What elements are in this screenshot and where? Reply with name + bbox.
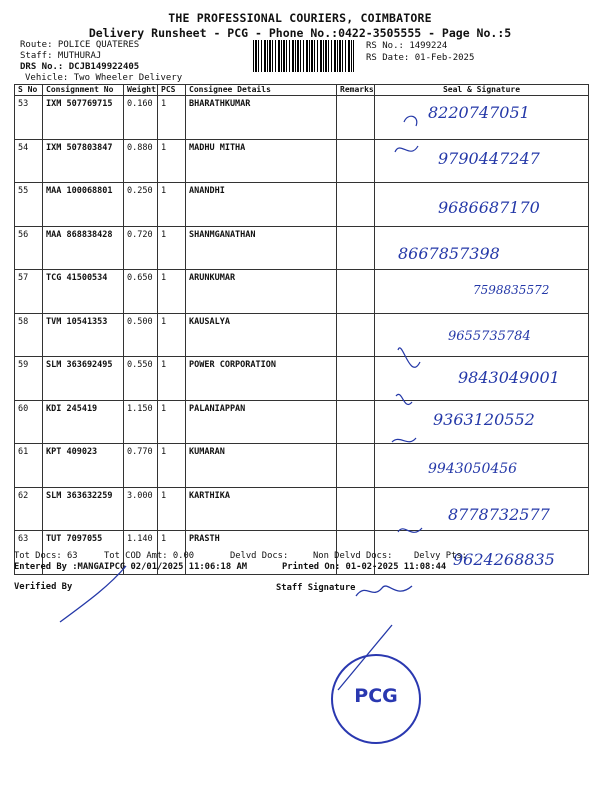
- stamp-text: PCG: [354, 685, 398, 707]
- recipient-signatures: [392, 116, 422, 532]
- total-cod-amount: Tot COD Amt: 0.00: [104, 551, 195, 561]
- col-weight: Weight: [124, 85, 158, 96]
- consignee-cell: KAUSALYA: [186, 313, 337, 357]
- consignee-cell: MADHU MITHA: [186, 139, 337, 183]
- consignment-cell: IXM 507803847: [43, 139, 124, 183]
- sno-cell: 63: [15, 531, 43, 575]
- consignee-cell: BHARATHKUMAR: [186, 96, 337, 140]
- delivered-docs: Delvd Docs:: [230, 551, 289, 561]
- consignee-cell: ARUNKUMAR: [186, 270, 337, 314]
- handwritten-phone: 9363120552: [433, 409, 535, 429]
- consignment-cell: TCG 41500534: [43, 270, 124, 314]
- consignment-cell: SLM 363632259: [43, 487, 124, 531]
- pcs-cell: 1: [158, 400, 186, 444]
- route-label: Route: POLICE QUATERES: [20, 40, 140, 50]
- weight-cell: 3.000: [124, 487, 158, 531]
- handwritten-phone: 8667857398: [398, 243, 500, 263]
- handwritten-phone: 9655735784: [448, 328, 531, 344]
- consignee-cell: POWER CORPORATION: [186, 357, 337, 401]
- handwritten-phone: 8778732577: [448, 504, 550, 524]
- pcs-cell: 1: [158, 226, 186, 270]
- consignment-cell: TUT 7097055: [43, 531, 124, 575]
- handwritten-phone: 7598835572: [473, 283, 550, 297]
- weight-cell: 0.550: [124, 357, 158, 401]
- handwritten-phone: 9624268835: [453, 550, 555, 569]
- sno-cell: 54: [15, 139, 43, 183]
- handwritten-phone: 9843049001: [458, 368, 560, 387]
- entered-by: Entered By :MANGAIPCG 02/01/2025 11:06:18 AM: [14, 562, 248, 572]
- consignee-cell: KARTHIKA: [186, 487, 337, 531]
- rs-date: RS Date: 01-Feb-2025: [366, 53, 475, 63]
- drs-label: DRS No.: DCJB149922405: [20, 62, 140, 72]
- pcs-cell: 1: [158, 96, 186, 140]
- handwritten-phone: 8220747051: [428, 103, 530, 122]
- sno-cell: 61: [15, 444, 43, 488]
- sno-cell: 58: [15, 313, 43, 357]
- weight-cell: 0.720: [124, 226, 158, 270]
- consignment-cell: IXM 507769715: [43, 96, 124, 140]
- handwritten-phone: 9943050456: [428, 461, 518, 477]
- sno-cell: 60: [15, 400, 43, 444]
- consignee-cell: PRASTH: [186, 531, 337, 575]
- consignee-cell: SHANMGANATHAN: [186, 226, 337, 270]
- consignment-cell: MAA 100068801: [43, 183, 124, 227]
- sno-cell: 55: [15, 183, 43, 227]
- consignment-cell: KDI 245419: [43, 400, 124, 444]
- staff-signature-scribble: [356, 586, 412, 596]
- staff-signature-label: Staff Signature: [276, 583, 356, 593]
- weight-cell: 0.880: [124, 139, 158, 183]
- pcg-seal-stamp: [331, 654, 421, 744]
- company-title: THE PROFESSIONAL COURIERS, COIMBATORE: [168, 11, 432, 25]
- rs-number: RS No.: 1499224: [366, 41, 448, 51]
- col-pcs: PCS: [158, 85, 186, 96]
- sno-cell: 57: [15, 270, 43, 314]
- consignment-cell: TVM 10541353: [43, 313, 124, 357]
- sno-cell: 53: [15, 96, 43, 140]
- sno-cell: 62: [15, 487, 43, 531]
- runsheet-subtitle: Delivery Runsheet - PCG - Phone No.:0422-3505555 - Page No.:5: [88, 26, 512, 40]
- handwritten-phone: 9790447247: [438, 148, 540, 168]
- weight-cell: 0.770: [124, 444, 158, 488]
- total-docs: Tot Docs: 63: [14, 551, 78, 561]
- pcs-cell: 1: [158, 313, 186, 357]
- pcs-cell: 1: [158, 183, 186, 227]
- weight-cell: 0.160: [124, 96, 158, 140]
- col-consignee: Consignee Details: [186, 85, 337, 96]
- consignee-cell: KUMARAN: [186, 444, 337, 488]
- consignment-cell: MAA 868838428: [43, 226, 124, 270]
- col-consignment: Consignment No: [43, 85, 124, 96]
- consignment-cell: KPT 409023: [43, 444, 124, 488]
- staff-label: Staff: MUTHURAJ: [20, 51, 102, 61]
- sno-cell: 56: [15, 226, 43, 270]
- sno-cell: 59: [15, 357, 43, 401]
- weight-cell: 1.150: [124, 400, 158, 444]
- pcs-cell: 1: [158, 139, 186, 183]
- weight-cell: 0.650: [124, 270, 158, 314]
- pcs-cell: 1: [158, 444, 186, 488]
- verifier-signature: [60, 566, 126, 622]
- weight-cell: 1.140: [124, 531, 158, 575]
- col-sno: S No: [15, 85, 43, 96]
- consignee-cell: ANANDHI: [186, 183, 337, 227]
- vehicle-label: Vehicle: Two Wheeler Delivery: [25, 73, 183, 83]
- delivery-points: Delvy Pts:: [414, 551, 467, 561]
- weight-cell: 0.250: [124, 183, 158, 227]
- pcs-cell: 1: [158, 487, 186, 531]
- consignee-cell: PALANIAPPAN: [186, 400, 337, 444]
- pcs-cell: 1: [158, 531, 186, 575]
- pcs-cell: 1: [158, 270, 186, 314]
- pcs-cell: 1: [158, 357, 186, 401]
- non-delivered-docs: Non Delvd Docs:: [313, 551, 393, 561]
- col-seal-signature: Seal & Signature: [375, 85, 589, 96]
- weight-cell: 0.500: [124, 313, 158, 357]
- consignment-cell: SLM 363692495: [43, 357, 124, 401]
- verified-by-label: Verified By: [14, 582, 73, 592]
- col-remarks: Remarks: [337, 85, 375, 96]
- handwritten-phone: 9686687170: [438, 198, 540, 217]
- printed-on: Printed On: 01-02-2025 11:08:44: [282, 562, 447, 572]
